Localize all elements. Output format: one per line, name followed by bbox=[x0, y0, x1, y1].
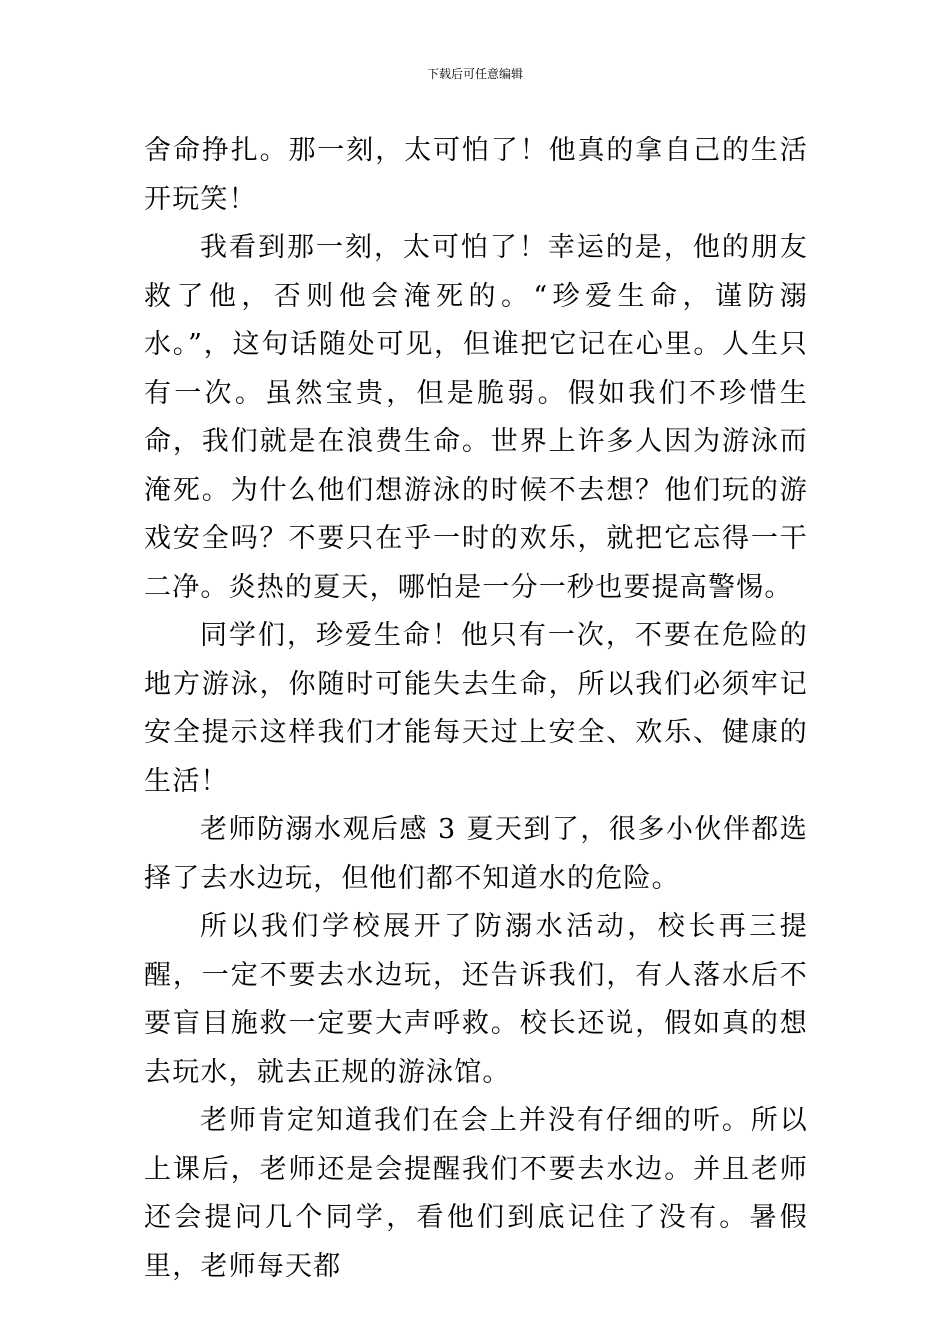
document-body bbox=[144, 127, 808, 1291]
paragraph-5: 所以我们学校展开了防溺水活动，校长再三提醒，一定不要去水边玩，还告诉我们，有人落水后不要盲目施救一定要大声呼救。校长还说，假如真的想去玩水，就去正规的游泳馆。 bbox=[144, 911, 808, 1088]
paragraph-2: 我看到那一刻，太可怕了！幸运的是，他的朋友救了他，否则他会淹死的。“珍爱生命，谨防溺水。”，这句话随处可见，但谁把它记在心里。人生只有一次。虽然宝贵，但是脆弱。假如我们不珍惜生命，我们就是在浪费生命。世界上许多人因为游泳而淹死。为什么他们想游泳的时候不去想？他们玩的游戏安全吗？不要只在乎一时的欢乐，就把它忘得一干二净。炎热的夏天，哪怕是一分一秒也要提高警惕。 bbox=[144, 232, 808, 603]
page-header: 下载后可任意编辑 bbox=[426, 67, 523, 81]
paragraph-4: 老师防溺水观后感 3 夏天到了，很多小伙伴都选择了去水边玩，但他们都不知道水的危险。 bbox=[144, 814, 808, 894]
paragraph-3: 同学们，珍爱生命！他只有一次，不要在危险的地方游泳，你随时可能失去生命，所以我们必须牢记安全提示这样我们才能每天过上安全、欢乐、健康的生活！ bbox=[144, 620, 808, 797]
paragraph-6: 老师肯定知道我们在会上并没有仔细的听。所以上课后，老师还是会提醒我们不要去水边。并且老师还会提问几个同学，看他们到底记住了没有。暑假里，老师每天都 bbox=[144, 1105, 808, 1282]
paragraph-1: 舍命挣扎。那一刻，太可怕了！他真的拿自己的生活开玩笑！ bbox=[144, 135, 808, 215]
